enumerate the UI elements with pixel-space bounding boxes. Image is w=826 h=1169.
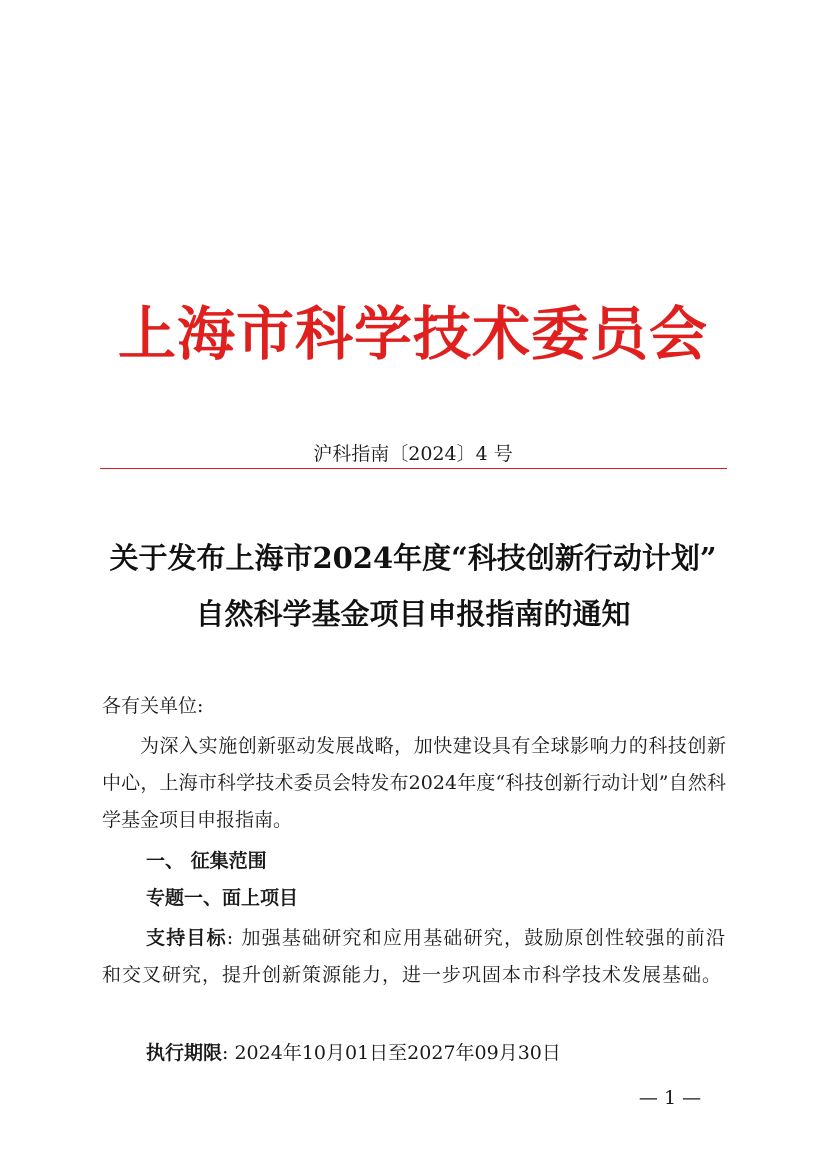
support-goal-paragraph bbox=[102, 920, 726, 994]
section-heading-scope: 一、 征集范围 bbox=[146, 850, 267, 872]
support-goal-label: 支持目标 bbox=[146, 927, 227, 949]
execution-period-colon: : bbox=[222, 1042, 235, 1064]
notice-title-line-2: 自然科学基金项目申报指南的通知 bbox=[195, 597, 631, 631]
execution-period-paragraph bbox=[102, 1035, 770, 1072]
notice-title-line-1: 关于发布上海市2024年度“科技创新行动计划” bbox=[109, 541, 717, 575]
intro-paragraph: 为深入实施创新驱动发展战略，加快建设具有全球影响力的科技创新中心，上海市科学技术委员会特发布2024年度“科技创新行动计划”自然科学基金项目申报指南。 bbox=[102, 735, 726, 831]
notice-title bbox=[60, 530, 766, 642]
support-goal-colon: : bbox=[226, 927, 242, 949]
execution-period-label: 执行期限 bbox=[146, 1042, 223, 1064]
topic-heading-general-projects: 专题一、面上项目 bbox=[146, 887, 299, 909]
document-number: 沪科指南〔2024〕4 号 bbox=[313, 443, 513, 465]
red-divider-line bbox=[100, 468, 727, 469]
support-goal-text: 加强基础研究和应用基础研究，鼓励原创性较强的前沿和交叉研究，提升创新策源能力，进一步巩固本市科学技术发展基础。 bbox=[102, 927, 726, 986]
issuing-organization-header: 上海市科学技术委员会 bbox=[117, 300, 708, 368]
execution-period-text: 2024年10月01日至2027年09月30日 bbox=[234, 1042, 561, 1064]
page-number: — 1 — bbox=[638, 1087, 702, 1109]
salutation: 各有关单位: bbox=[102, 695, 204, 717]
